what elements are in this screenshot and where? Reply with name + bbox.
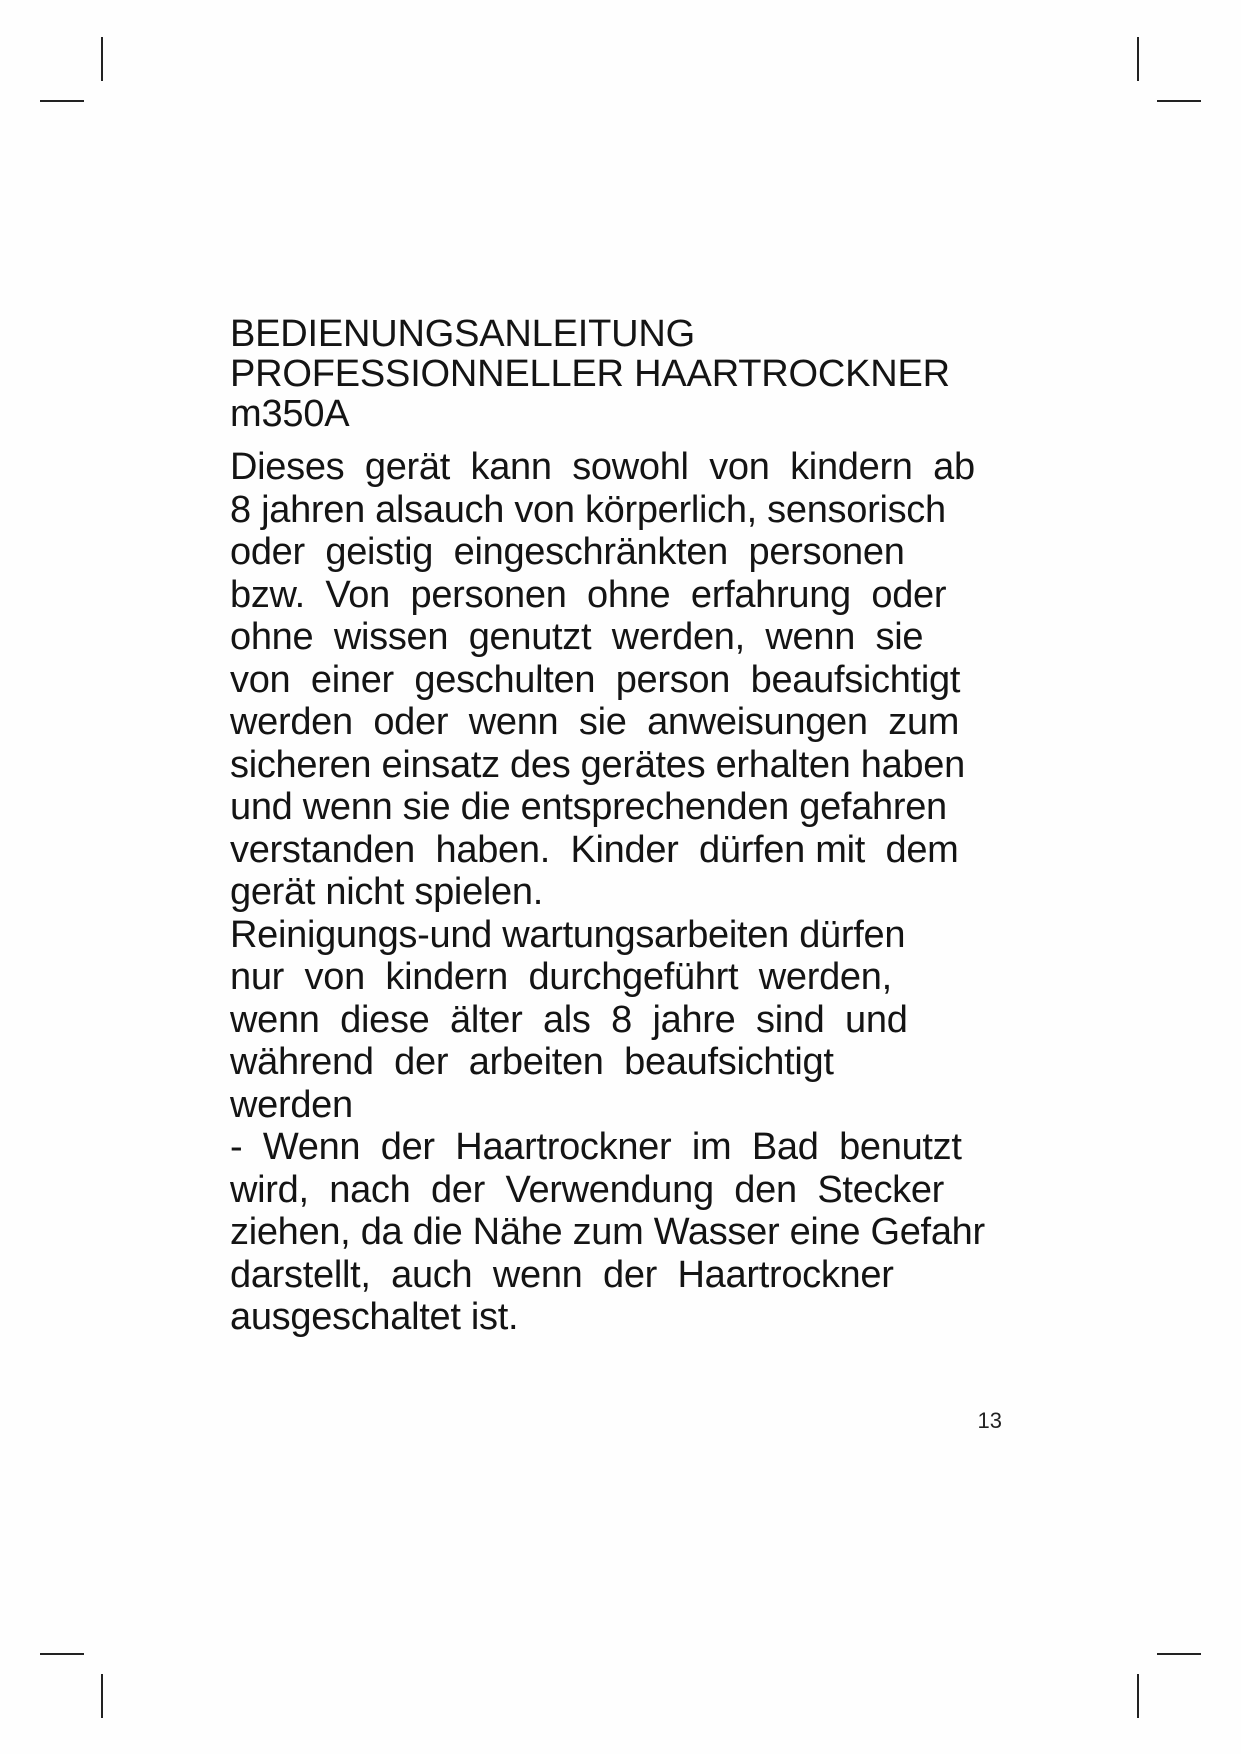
title-line-3: m350A bbox=[230, 393, 350, 435]
body-text bbox=[230, 446, 1070, 1339]
body-line: ziehen, da die Nähe zum Wasser eine Gefahr bbox=[230, 1211, 985, 1253]
crop-mark-bottom-left-vertical bbox=[101, 1674, 103, 1718]
body-line: nur von kindern durchgeführt werden, bbox=[230, 956, 892, 998]
body-line: darstellt, auch wenn der Haartrockner bbox=[230, 1253, 894, 1296]
body-line: verstanden haben. Kinder dürfen mit dem bbox=[230, 828, 959, 871]
body-line: wird, nach der Verwendung den Stecker bbox=[230, 1168, 945, 1211]
body-line: Dieses gerät kann sowohl von kindern ab bbox=[230, 446, 975, 488]
title-line-1: BEDIENUNGSANLEITUNG bbox=[230, 313, 695, 355]
crop-mark-top-right-horizontal bbox=[1157, 100, 1201, 102]
body-line: 8 jahren alsauch von körperlich, sensorisch bbox=[230, 488, 946, 531]
body-line: werden oder wenn sie anweisungen zum bbox=[230, 701, 960, 743]
body-line: oder geistig eingeschränkten personen bbox=[230, 531, 905, 573]
page-number: 13 bbox=[977, 1408, 1002, 1433]
crop-mark-bottom-left-horizontal bbox=[40, 1653, 84, 1655]
body-line: gerät nicht spielen. bbox=[230, 871, 543, 913]
crop-mark-top-left-horizontal bbox=[40, 100, 84, 102]
title-line-2: PROFESSIONNELLER HAARTROCKNER bbox=[230, 353, 950, 395]
body-line: wenn diese älter als 8 jahre sind und bbox=[230, 998, 908, 1041]
crop-mark-top-right-vertical bbox=[1137, 37, 1139, 81]
body-line: während der arbeiten beaufsichtigt bbox=[230, 1041, 834, 1083]
body-line: und wenn sie die entsprechenden gefahren bbox=[230, 786, 947, 828]
body-line: ausgeschaltet ist. bbox=[230, 1296, 519, 1338]
body-line: sicheren einsatz des gerätes erhalten haben bbox=[230, 743, 965, 786]
crop-mark-top-left-vertical bbox=[101, 37, 103, 81]
body-line: ohne wissen genutzt werden, wenn sie bbox=[230, 616, 924, 658]
body-line: werden bbox=[230, 1083, 353, 1126]
body-line: bzw. Von personen ohne erfahrung oder bbox=[230, 573, 947, 616]
manual-content bbox=[230, 314, 1070, 1339]
body-line: von einer geschulten person beaufsichtigt bbox=[230, 658, 961, 701]
crop-mark-bottom-right-vertical bbox=[1137, 1674, 1139, 1718]
body-line: Reinigungs-und wartungsarbeiten dürfen bbox=[230, 913, 906, 956]
body-line: - Wenn der Haartrockner im Bad benutzt bbox=[230, 1126, 962, 1168]
crop-mark-bottom-right-horizontal bbox=[1157, 1653, 1201, 1655]
